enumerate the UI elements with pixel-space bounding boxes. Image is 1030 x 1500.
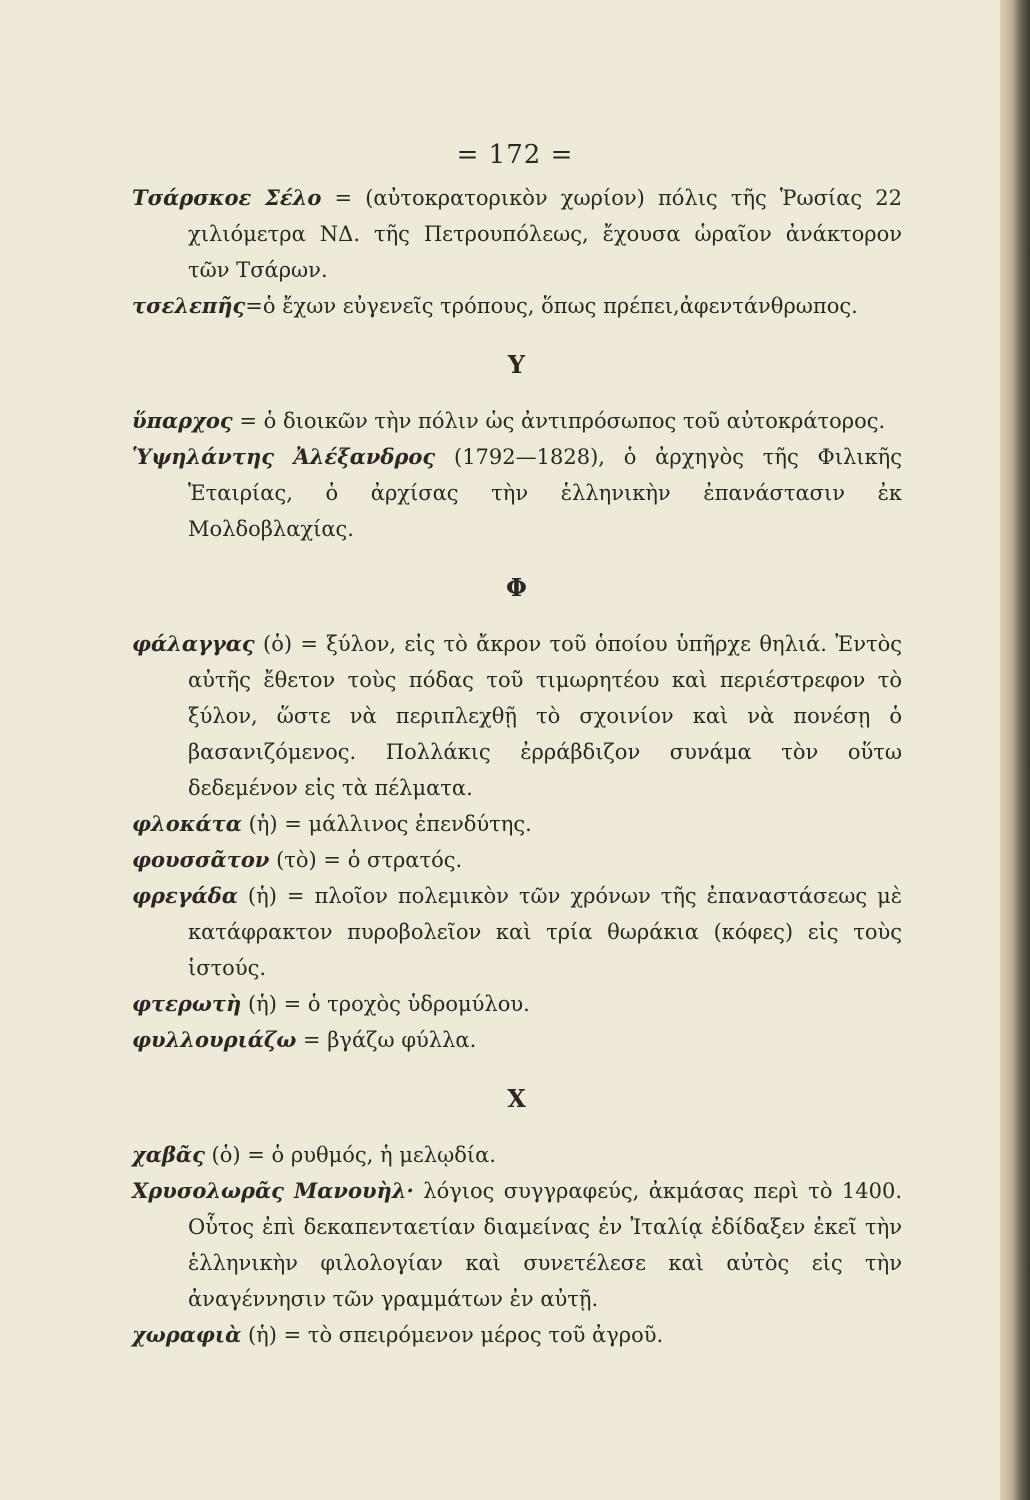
entry-definition: (ἡ) = τὸ σπειρόμενον μέρος τοῦ ἀγροῦ. (241, 1323, 664, 1347)
entry-headword: ὕπαρχος (132, 408, 233, 433)
glossary-entry (132, 626, 902, 806)
glossary-entry (132, 878, 902, 986)
section-letter-phi: Φ (506, 573, 528, 602)
entry-definition: =ὁ ἔχων εὐγενεῖς τρόπους, ὅπως πρέπει,ἀφεντάνθρωπος. (245, 294, 858, 318)
entry-headword: φλοκάτα (132, 811, 242, 836)
entry-definition: (1792—1828), ὁ ἀρχηγὸς τῆς Φιλικῆς Ἑταιρίας, ὁ ἀρχίσας τὴν ἑλληνικὴν ἐπανάστασιν ἐκ Μολδοβλαχίας. (188, 445, 902, 541)
glossary-content (132, 180, 902, 1353)
glossary-entry (132, 1137, 902, 1173)
entry-headword: Τσάρσκοε Σέλο (132, 185, 322, 210)
entry-definition: (τὸ) = ὁ στρατός. (269, 848, 463, 872)
entry-headword: Ὑψηλάντης Ἀλέξανδρος (132, 444, 436, 469)
entry-definition: = βγάζω φύλλα. (296, 1028, 477, 1052)
glossary-entry (132, 1173, 902, 1317)
glossary-entry (132, 180, 902, 288)
entry-definition: (ἡ) = μάλλινος ἐπενδύτης. (241, 812, 532, 836)
entry-headword: Χρυσολωρᾶς Μανουὴλ· (132, 1178, 414, 1203)
section-letter-chi: Χ (507, 1084, 527, 1113)
entry-definition: (ὁ) = ξύλον, εἰς τὸ ἄκρον τοῦ ὁποίου ὑπῆρχε θηλιά. Ἐντὸς αὐτῆς ἔθετον τοὺς πόδας τοῦ τιμωρητέου καὶ περιέστρεφον τὸ ξύλον, ὥστε νὰ περιπλεχθῇ τὸ σχοινίον καὶ νὰ πονέσῃ ὁ βασανιζόμενος. Πολλάκις ἐρράβδιζον συνάμα τὸν οὕτω δεδεμένον εἰς τὰ πέλματα. (188, 632, 902, 800)
entry-headword: φυλλουριάζω (132, 1027, 297, 1052)
glossary-entry (132, 986, 902, 1022)
entry-headword: χαβᾶς (132, 1142, 205, 1167)
entry-headword: φάλαγγας (132, 631, 255, 656)
page-number: = 172 = (456, 140, 574, 170)
entry-definition: (ἡ) = ὁ τροχὸς ὑδρομύλου. (241, 992, 530, 1016)
entry-headword: φτερωτὴ (132, 991, 242, 1016)
entry-definition: λόγιος συγγραφεύς, ἀκμάσας περὶ τὸ 1400. Οὗτος ἐπὶ δεκαπενταετίαν διαμείνας ἐν Ἰταλίᾳ ἐδίδαξεν ἐκεῖ τὴν ἑλληνικὴν φιλολογίαν καὶ συνετέλεσε καὶ αὐτὸς εἰς τὴν ἀναγέννησιν τῶν γραμμάτων ἐν αὐτῇ. (188, 1179, 903, 1311)
glossary-entry (132, 1317, 902, 1353)
page-edge (1000, 0, 1030, 1500)
glossary-entry (132, 403, 902, 439)
entry-definition: = (αὐτοκρατορικὸν χωρίον) πόλις τῆς Ῥωσίας 22 χιλιόμετρα ΝΔ. τῆς Πετρουπόλεως, ἔχουσα ὡραῖον ἀνάκτορον τῶν Τσάρων. (188, 186, 902, 282)
glossary-entry (132, 439, 902, 547)
entry-headword: τσελεπῆς (132, 293, 246, 318)
glossary-entry (132, 842, 902, 878)
entry-definition: (ὁ) = ὁ ρυθμός, ἡ μελῳδία. (204, 1143, 496, 1167)
glossary-entry (132, 1022, 902, 1058)
glossary-entry (132, 806, 902, 842)
entry-headword: φουσσᾶτον (132, 847, 270, 872)
entry-headword: χωραφιὰ (132, 1322, 242, 1347)
entry-definition: (ἡ) = πλοῖον πολεμικὸν τῶν χρόνων τῆς ἐπαναστάσεως μὲ κατάφρακτον πυροβολεῖον καὶ τρία θωράκια (κόφες) εἰς τοὺς ἱστούς. (188, 884, 902, 980)
glossary-entry (132, 288, 902, 324)
section-letter-upsilon: Υ (507, 350, 527, 379)
entry-definition: = ὁ διοικῶν τὴν πόλιν ὡς ἀντιπρόσωπος τοῦ αὐτοκράτορος. (232, 409, 886, 433)
entry-headword: φρεγάδα (132, 883, 238, 908)
